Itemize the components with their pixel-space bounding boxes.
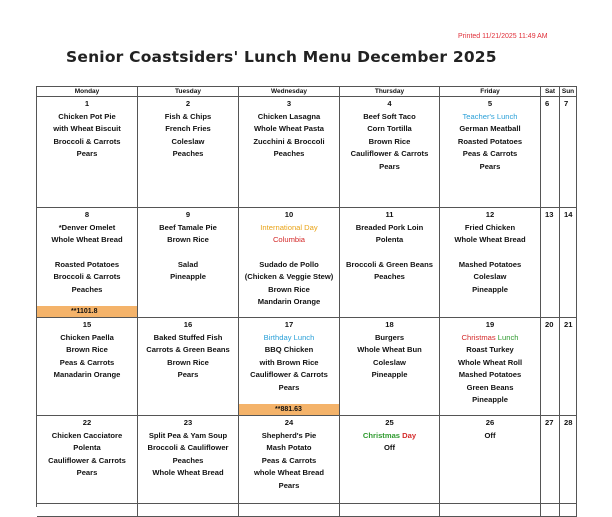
menu-item: Brown Rice — [66, 345, 108, 354]
day-number: 12 — [485, 210, 495, 219]
menu-item: Brown Rice — [268, 284, 310, 294]
menu-item: Zucchini & Broccoli — [253, 136, 325, 146]
day-cell — [340, 318, 440, 416]
header-saturday: Sat — [541, 87, 560, 97]
day-cell-weekend — [541, 208, 560, 318]
day-cell — [138, 416, 239, 504]
menu-item: Baked Stuffed Fish — [153, 332, 223, 342]
day-cell — [37, 318, 138, 416]
day-number: 11 — [385, 210, 394, 219]
header-sunday: Sun — [560, 87, 577, 97]
day-cell — [440, 504, 541, 517]
menu-item: Coleslaw — [171, 136, 205, 146]
printed-timestamp: Printed 11/21/2025 11:49 AM — [458, 33, 548, 40]
menu-item: whole Wheat Bread — [253, 468, 325, 477]
day-number: 4 — [387, 99, 392, 108]
menu-item: Chicken Paella — [60, 332, 114, 342]
menu-item: Green Beans — [466, 382, 514, 392]
menu-item: Peaches — [273, 149, 305, 158]
day-cell — [340, 208, 440, 318]
special-event-word: Christmas — [461, 332, 496, 342]
day-cell — [37, 208, 138, 318]
menu-item: (Chicken & Veggie Stew) — [244, 272, 334, 281]
menu-item: Whole Wheat Pasta — [253, 124, 325, 133]
day-number: 26 — [485, 418, 495, 427]
day-cell — [340, 504, 440, 517]
menu-item: Roast Turkey — [466, 345, 514, 354]
day-cell — [340, 97, 440, 208]
menu-item: Whole Wheat Bread — [152, 468, 224, 477]
day-number: 3 — [286, 99, 292, 108]
day-cell — [440, 318, 541, 416]
menu-item: Mashed Potatoes — [458, 370, 522, 379]
day-number: 17 — [284, 320, 294, 329]
menu-item: Pears — [76, 149, 98, 158]
menu-item: Coleslaw — [373, 357, 406, 367]
day-number: 13 — [545, 210, 554, 219]
day-cell-weekend — [560, 416, 577, 504]
day-number: 18 — [385, 320, 394, 329]
special-event-sublabel: Columbia — [272, 235, 306, 244]
day-cell-weekend — [560, 97, 577, 208]
page-title: Senior Coastsiders' Lunch Menu December 2025 — [66, 48, 497, 66]
day-number: 25 — [385, 418, 394, 427]
header-tuesday: Tuesday — [138, 87, 239, 97]
day-number: 24 — [284, 418, 294, 427]
special-event-word: Christmas — [362, 430, 401, 440]
menu-item: with Wheat Biscuit — [53, 124, 121, 133]
day-cell — [239, 208, 340, 318]
day-number: 27 — [545, 418, 554, 427]
menu-item: Whole Wheat Bread — [51, 235, 123, 244]
special-event-word: Day — [402, 430, 417, 440]
header-friday: Friday — [440, 87, 541, 97]
menu-item: Mash Potato — [266, 443, 312, 452]
menu-item: Roasted Potatoes — [54, 259, 120, 269]
special-event-label: International Day — [260, 222, 318, 232]
menu-item: Shepherd's Pie — [261, 430, 317, 440]
day-number: 23 — [183, 418, 193, 427]
day-number: 21 — [564, 320, 573, 329]
menu-item: Pineapple — [472, 395, 508, 404]
day-cell — [239, 318, 340, 416]
cost-note: **881.63 — [239, 404, 339, 415]
menu-item: Polenta — [73, 443, 101, 452]
day-cell — [440, 208, 541, 318]
day-cell-weekend — [541, 504, 560, 517]
day-number: 9 — [185, 210, 191, 219]
day-cell — [239, 504, 340, 517]
day-cell — [138, 318, 239, 416]
menu-item: *Denver Omelet — [58, 222, 116, 232]
menu-item: with Brown Rice — [259, 357, 319, 367]
menu-item: Chicken Cacciatore — [51, 430, 123, 440]
day-cell-weekend — [541, 416, 560, 504]
day-cell — [138, 208, 239, 318]
day-cell-weekend — [560, 208, 577, 318]
special-event-label: Birthday Lunch — [263, 332, 315, 342]
menu-item: Brown Rice — [368, 136, 411, 146]
header-monday: Monday — [37, 87, 138, 97]
menu-item: Brown Rice — [167, 357, 209, 367]
day-cell-weekend — [560, 318, 577, 416]
menu-item: Peaches — [172, 149, 204, 158]
day-number: 10 — [284, 210, 294, 219]
day-cell — [37, 504, 138, 517]
day-cell — [239, 97, 340, 208]
menu-item: Sudado de Pollo — [259, 259, 319, 269]
menu-item: Pineapple — [472, 284, 508, 294]
menu-item: Whole Wheat Roll — [457, 357, 523, 367]
day-number: 16 — [183, 320, 193, 329]
day-number: 14 — [564, 210, 573, 219]
menu-item: Broccoli & Green Beans — [346, 259, 433, 269]
day-number: 22 — [82, 418, 92, 427]
menu-item: Whole Wheat Bun — [357, 345, 422, 354]
menu-item: Pears — [379, 161, 400, 171]
menu-item: Broccoli & Cauliflower — [147, 443, 229, 452]
special-event-label: Teacher's Lunch — [462, 111, 518, 121]
menu-item: Broccoli & Carrots — [53, 136, 121, 146]
menu-item: Pears — [479, 161, 501, 171]
day-number: 1 — [84, 99, 90, 108]
day-number: 28 — [564, 418, 573, 427]
day-cell — [138, 504, 239, 517]
special-event-word: Lunch — [497, 332, 519, 342]
menu-item: Cauliflower & Carrots — [350, 149, 429, 158]
menu-item: Burgers — [374, 332, 405, 342]
menu-item: Off — [484, 430, 496, 440]
menu-item: Manadarin Orange — [53, 370, 121, 379]
menu-item: Polenta — [375, 235, 404, 244]
menu-item: French Fries — [165, 124, 211, 133]
menu-item: Coleslaw — [473, 272, 507, 281]
day-number: 8 — [84, 210, 90, 219]
menu-item: Brown Rice — [167, 235, 209, 244]
menu-item: Pears — [177, 370, 199, 379]
day-number: 19 — [485, 320, 495, 329]
day-number: 6 — [545, 99, 550, 108]
special-event-label — [440, 332, 540, 345]
menu-item: Peas & Carrots — [462, 149, 518, 158]
menu-item: Pears — [278, 382, 300, 392]
menu-item: Peaches — [172, 455, 204, 465]
day-cell — [440, 97, 541, 208]
menu-item: Pears — [278, 480, 300, 490]
menu-item: Roasted Potatoes — [457, 136, 523, 146]
menu-item: Beef Soft Taco — [363, 111, 416, 121]
day-number: 20 — [545, 320, 554, 329]
day-cell — [37, 416, 138, 504]
menu-item: Chicken Lasagna — [257, 111, 321, 121]
menu-item: Chicken Pot Pie — [58, 111, 116, 121]
menu-item: Fish & Chips — [164, 111, 212, 121]
menu-item: Peas & Carrots — [261, 455, 317, 465]
day-cell — [239, 416, 340, 504]
menu-item: Cauliflower & Carrots — [250, 370, 328, 379]
menu-item: Peas & Carrots — [59, 357, 115, 367]
day-number: 15 — [82, 320, 92, 329]
menu-item: Split Pea & Yam Soup — [148, 430, 228, 440]
menu-item: Carrots & Green Beans — [146, 345, 230, 354]
menu-item: Peaches — [71, 284, 103, 294]
day-cell-weekend — [541, 97, 560, 208]
header-thursday: Thursday — [340, 87, 440, 97]
menu-item: Whole Wheat Bread — [454, 235, 526, 244]
menu-item: Broccoli & Carrots — [53, 272, 121, 281]
menu-item: Off — [384, 443, 395, 452]
day-cell — [440, 416, 541, 504]
day-number: 5 — [487, 99, 493, 108]
menu-item: Fried Chicken — [464, 222, 516, 232]
menu-item: Mandarin Orange — [257, 297, 321, 306]
menu-item: Beef Tamale Pie — [159, 222, 217, 232]
menu-item: Mashed Potatoes — [458, 259, 522, 269]
menu-item: Pineapple — [170, 272, 206, 281]
menu-item: Pineapple — [371, 370, 408, 379]
day-number: 7 — [564, 99, 569, 108]
menu-item: BBQ Chicken — [264, 345, 314, 354]
menu-item: Cauliflower & Carrots — [48, 455, 126, 465]
menu-item: German Meatball — [459, 124, 521, 133]
day-cell — [37, 97, 138, 208]
menu-item: Pears — [76, 468, 98, 477]
menu-item: Peaches — [374, 272, 405, 281]
menu-item: Salad — [177, 259, 199, 269]
cost-note: **1101.8 — [37, 306, 137, 317]
day-number: 2 — [185, 99, 191, 108]
menu-calendar — [36, 86, 577, 507]
menu-item: Corn Tortilla — [367, 124, 412, 133]
day-cell — [340, 416, 440, 504]
day-cell-weekend — [560, 504, 577, 517]
day-cell — [138, 97, 239, 208]
header-wednesday: Wednesday — [239, 87, 340, 97]
special-event-label — [340, 430, 439, 443]
menu-item: Breaded Pork Loin — [355, 222, 424, 232]
day-cell-weekend — [541, 318, 560, 416]
